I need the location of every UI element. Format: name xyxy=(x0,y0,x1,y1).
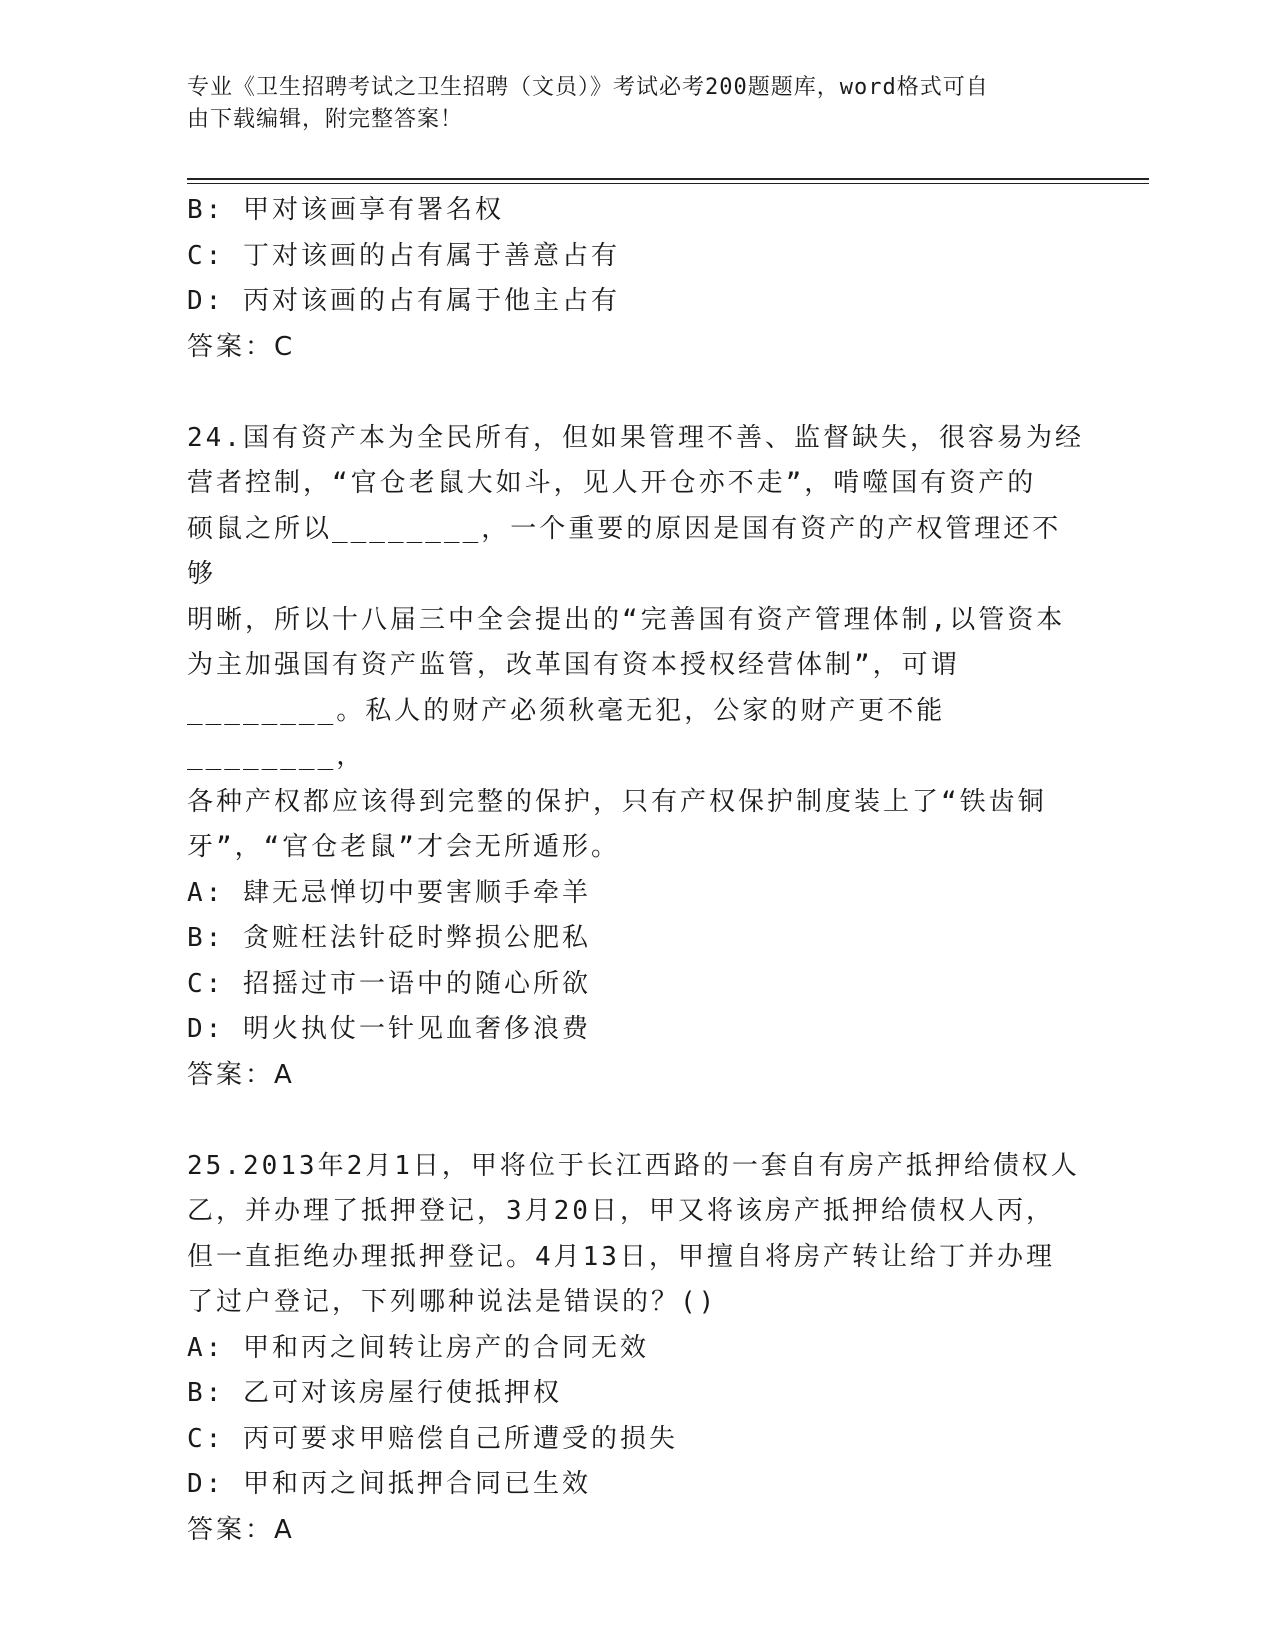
option-c: C: 丙可要求甲赔偿自己所遭受的损失 xyxy=(187,1423,678,1454)
answer-line: 答案：C xyxy=(187,331,296,362)
answer-line: 答案：A xyxy=(187,1514,295,1545)
header-divider-thick xyxy=(187,178,1149,180)
answer-line: 答案：A xyxy=(187,1059,295,1090)
option-b: B: 乙可对该房屋行使抵押权 xyxy=(187,1378,562,1408)
option-d: D: 甲和丙之间抵押合同已生效 xyxy=(187,1469,591,1499)
option-b: B: 贪赃枉法针砭时弊损公肥私 xyxy=(187,923,591,953)
stem-line: 硕鼠之所以________，一个重要的原因是国有资产的产权管理还不够 xyxy=(187,513,1062,589)
option-a: A: 甲和丙之间转让房产的合同无效 xyxy=(187,1332,649,1363)
stem-line: 25.2013年2月1日，甲将位于长江西路的一套自有房产抵押给债权人 xyxy=(187,1150,1080,1181)
stem-line: 牙”，“官仓老鼠”才会无所遁形。 xyxy=(187,832,620,862)
option-a: A: 肆无忌惮切中要害顺手牵羊 xyxy=(187,877,591,908)
stem-line: 乙，并办理了抵押登记，3月20日，甲又将该房产抵押给债权人丙， xyxy=(187,1196,1055,1226)
question-stem xyxy=(187,416,1087,871)
question-25 xyxy=(187,1144,1087,1554)
header-divider-thin xyxy=(187,183,1149,184)
stem-line: 明晰，所以十八届三中全会提出的“完善国有资产管理体制,以管资本 xyxy=(187,604,1066,635)
page-header xyxy=(187,72,1067,136)
option-d: D: 明火执仗一针见血奢侈浪费 xyxy=(187,1014,591,1044)
question-stem xyxy=(187,1144,1087,1326)
stem-line: 为主加强国有资产监管，改革国有资本授权经营体制”，可谓 xyxy=(187,650,960,680)
stem-line: 营者控制，“官仓老鼠大如斗，见人开仓亦不走”，啃噬国有资产的 xyxy=(187,468,1037,498)
spacer xyxy=(187,370,1087,416)
option-c: C: 丁对该画的占有属于善意占有 xyxy=(187,240,620,271)
question-content xyxy=(187,188,1087,1553)
option-d: D: 丙对该画的占有属于他主占有 xyxy=(187,286,620,316)
stem-line: 24.国有资产本为全民所有，但如果管理不善、监督缺失，很容易为经 xyxy=(187,422,1084,453)
header-line-2: 由下载编辑，附完整答案！ xyxy=(187,107,464,132)
option-b: B: 甲对该画享有署名权 xyxy=(187,195,504,225)
stem-line: 但一直拒绝办理抵押登记。4月13日，甲擅自将房产转让给丁并办理 xyxy=(187,1241,1055,1272)
header-line-1: 专业《卫生招聘考试之卫生招聘（文员）》考试必考200题题库，word格式可自 xyxy=(187,75,989,100)
spacer xyxy=(187,1098,1087,1144)
previous-question-options xyxy=(187,188,1087,370)
stem-line: 各种产权都应该得到完整的保护，只有产权保护制度装上了“铁齿铜 xyxy=(187,786,1047,817)
stem-line: ________。私人的财产必须秋毫无犯，公家的财产更不能________， xyxy=(187,695,946,771)
stem-line: 了过户登记，下列哪种说法是错误的？() xyxy=(187,1287,718,1317)
option-c: C: 招摇过市一语中的随心所欲 xyxy=(187,968,591,999)
question-24 xyxy=(187,416,1087,1099)
